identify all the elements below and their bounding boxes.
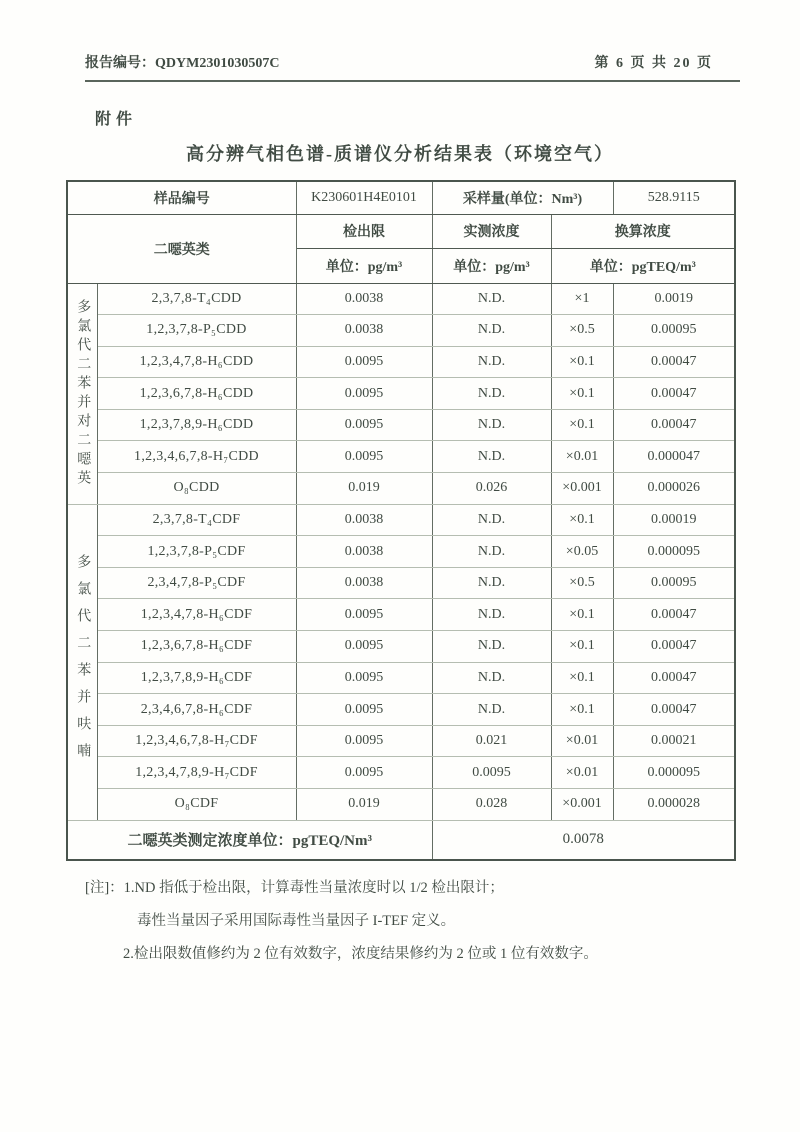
teq-value-cell: 0.000047 <box>613 441 735 473</box>
measured-value-cell: N.D. <box>432 378 551 410</box>
teq-value-cell: 0.000095 <box>613 536 735 568</box>
congener-name-cell: 1,2,3,7,8,9-H₆CDD <box>97 409 296 441</box>
detection-limit-cell: 0.0095 <box>296 409 432 441</box>
teq-value-cell: 0.00021 <box>613 725 735 757</box>
measured-value-cell: N.D. <box>432 315 551 347</box>
summary-row <box>67 820 735 860</box>
congener-name-cell: 1,2,3,4,7,8-H₆CDF <box>97 599 296 631</box>
group-label: 多氯代二苯并呋喃 <box>67 504 97 820</box>
table-summary-section <box>67 820 735 860</box>
note-line-2: 毒性当量因子采用国际毒性当量因子 I-TEF 定义。 <box>137 913 456 929</box>
table-row <box>67 283 735 315</box>
table-row <box>67 599 735 631</box>
summary-label: 二噁英类测定浓度单位：pgTEQ/Nm³ <box>67 820 432 860</box>
teq-value-cell: 0.00047 <box>613 631 735 663</box>
measured-value-cell: N.D. <box>432 441 551 473</box>
measured-value-cell: 0.021 <box>432 725 551 757</box>
congener-name-cell: O₈CDD <box>97 473 296 505</box>
footnotes <box>85 878 735 977</box>
table-header-section <box>67 181 735 283</box>
table-row <box>67 473 735 505</box>
tef-factor-cell: ×0.1 <box>551 662 613 694</box>
detection-limit-cell: 0.0038 <box>296 504 432 536</box>
tef-factor-cell: ×0.01 <box>551 757 613 789</box>
tef-factor-cell: ×0.1 <box>551 504 613 536</box>
measured-value-cell: N.D. <box>432 662 551 694</box>
congener-name-cell: 2,3,4,6,7,8-H₆CDF <box>97 694 296 726</box>
detection-limit-cell: 0.0038 <box>296 536 432 568</box>
congener-name-cell: 2,3,4,7,8-P₅CDF <box>97 567 296 599</box>
detection-limit-cell: 0.0038 <box>296 567 432 599</box>
teq-value-cell: 0.00095 <box>613 315 735 347</box>
converted-conc-header: 换算浓度 <box>551 214 735 248</box>
teq-value-cell: 0.0019 <box>613 283 735 315</box>
dioxin-category-header: 二噁英类 <box>67 214 296 283</box>
detection-limit-cell: 0.0038 <box>296 315 432 347</box>
measured-conc-unit: 单位：pg/m³ <box>432 248 551 283</box>
teq-value-cell: 0.00047 <box>613 599 735 631</box>
converted-conc-unit: 单位：pgTEQ/m³ <box>551 248 735 283</box>
teq-value-cell: 0.000028 <box>613 789 735 821</box>
table-row <box>67 757 735 789</box>
detection-limit-cell: 0.019 <box>296 789 432 821</box>
table-row <box>67 725 735 757</box>
congener-name-cell: 1,2,3,4,6,7,8-H₇CDF <box>97 725 296 757</box>
sample-info-row <box>67 181 735 214</box>
table-row <box>67 346 735 378</box>
congener-name-cell: 1,2,3,4,7,8,9-H₇CDF <box>97 757 296 789</box>
congener-name-cell: 1,2,3,6,7,8-H₆CDF <box>97 631 296 663</box>
detection-limit-cell: 0.0095 <box>296 662 432 694</box>
tef-factor-cell: ×0.1 <box>551 631 613 663</box>
table-row <box>67 504 735 536</box>
tef-factor-cell: ×0.1 <box>551 378 613 410</box>
detection-limit-unit: 单位：pg/m³ <box>296 248 432 283</box>
sample-id-value: K230601H4E0101 <box>296 181 432 214</box>
teq-value-cell: 0.00047 <box>613 409 735 441</box>
table-row <box>67 315 735 347</box>
detection-limit-cell: 0.0095 <box>296 757 432 789</box>
tef-factor-cell: ×0.1 <box>551 346 613 378</box>
table-row <box>67 567 735 599</box>
tef-factor-cell: ×0.1 <box>551 409 613 441</box>
table-row <box>67 441 735 473</box>
report-number: 报告编号：QDYM2301030507C <box>85 56 280 71</box>
detection-limit-header: 检出限 <box>296 214 432 248</box>
group-label: 多氯代二苯并对二噁英 <box>67 283 97 504</box>
measured-value-cell: 0.0095 <box>432 757 551 789</box>
detection-limit-cell: 0.0095 <box>296 631 432 663</box>
header-divider <box>85 80 740 82</box>
tef-factor-cell: ×0.1 <box>551 599 613 631</box>
congener-name-cell: 2,3,7,8-T₄CDF <box>97 504 296 536</box>
congener-name-cell: 2,3,7,8-T₄CDD <box>97 283 296 315</box>
teq-value-cell: 0.00019 <box>613 504 735 536</box>
detection-limit-cell: 0.019 <box>296 473 432 505</box>
measured-value-cell: N.D. <box>432 567 551 599</box>
page-number: 第 6 页 共 20 页 <box>594 56 713 71</box>
page-title: 高分辨气相色谱-质谱仪分析结果表（环境空气） <box>186 144 614 164</box>
sample-id-label: 样品编号 <box>67 181 296 214</box>
measured-value-cell: N.D. <box>432 599 551 631</box>
congener-name-cell: 1,2,3,7,8-P₅CDF <box>97 536 296 568</box>
table-row <box>67 536 735 568</box>
detection-limit-cell: 0.0095 <box>296 694 432 726</box>
teq-value-cell: 0.000095 <box>613 757 735 789</box>
column-title-row <box>67 214 735 248</box>
measured-value-cell: 0.026 <box>432 473 551 505</box>
tef-factor-cell: ×0.01 <box>551 725 613 757</box>
measured-value-cell: N.D. <box>432 631 551 663</box>
table-row <box>67 694 735 726</box>
congener-name-cell: O₈CDF <box>97 789 296 821</box>
table-row <box>67 662 735 694</box>
measured-value-cell: 0.028 <box>432 789 551 821</box>
attachment-label: 附件 <box>95 111 138 128</box>
tef-factor-cell: ×0.05 <box>551 536 613 568</box>
table-row <box>67 378 735 410</box>
congener-name-cell: 1,2,3,7,8,9-H₆CDF <box>97 662 296 694</box>
document-header <box>85 52 713 72</box>
measured-value-cell: N.D. <box>432 504 551 536</box>
note-line-3: 2.检出限数值修约为 2 位有效数字，浓度结果修约为 2 位或 1 位有效数字。 <box>123 946 598 962</box>
detection-limit-cell: 0.0095 <box>296 346 432 378</box>
measured-value-cell: N.D. <box>432 409 551 441</box>
summary-value: 0.0078 <box>432 820 735 860</box>
sampling-volume-value: 528.9115 <box>613 181 735 214</box>
teq-value-cell: 0.00095 <box>613 567 735 599</box>
measured-value-cell: N.D. <box>432 694 551 726</box>
measured-value-cell: N.D. <box>432 283 551 315</box>
detection-limit-cell: 0.0095 <box>296 378 432 410</box>
tef-factor-cell: ×0.5 <box>551 567 613 599</box>
measured-value-cell: N.D. <box>432 536 551 568</box>
analysis-result-table <box>66 180 736 861</box>
measured-value-cell: N.D. <box>432 346 551 378</box>
tef-factor-cell: ×1 <box>551 283 613 315</box>
teq-value-cell: 0.00047 <box>613 346 735 378</box>
note-line-1: [注]：1.ND 指低于检出限，计算毒性当量浓度时以 1/2 检出限计； <box>85 880 504 896</box>
congener-name-cell: 1,2,3,6,7,8-H₆CDD <box>97 378 296 410</box>
teq-value-cell: 0.00047 <box>613 694 735 726</box>
congener-name-cell: 1,2,3,7,8-P₅CDD <box>97 315 296 347</box>
detection-limit-cell: 0.0095 <box>296 441 432 473</box>
table-row <box>67 631 735 663</box>
congener-name-cell: 1,2,3,4,6,7,8-H₇CDD <box>97 441 296 473</box>
teq-value-cell: 0.00047 <box>613 378 735 410</box>
detection-limit-cell: 0.0095 <box>296 599 432 631</box>
table-body-section <box>67 283 735 820</box>
congener-name-cell: 1,2,3,4,7,8-H₆CDD <box>97 346 296 378</box>
tef-factor-cell: ×0.1 <box>551 694 613 726</box>
tef-factor-cell: ×0.001 <box>551 789 613 821</box>
tef-factor-cell: ×0.001 <box>551 473 613 505</box>
teq-value-cell: 0.00047 <box>613 662 735 694</box>
table-row <box>67 789 735 821</box>
detection-limit-cell: 0.0038 <box>296 283 432 315</box>
teq-value-cell: 0.000026 <box>613 473 735 505</box>
tef-factor-cell: ×0.5 <box>551 315 613 347</box>
table-row <box>67 409 735 441</box>
sampling-volume-label: 采样量(单位：Nm³) <box>432 181 613 214</box>
detection-limit-cell: 0.0095 <box>296 725 432 757</box>
tef-factor-cell: ×0.01 <box>551 441 613 473</box>
measured-conc-header: 实测浓度 <box>432 214 551 248</box>
